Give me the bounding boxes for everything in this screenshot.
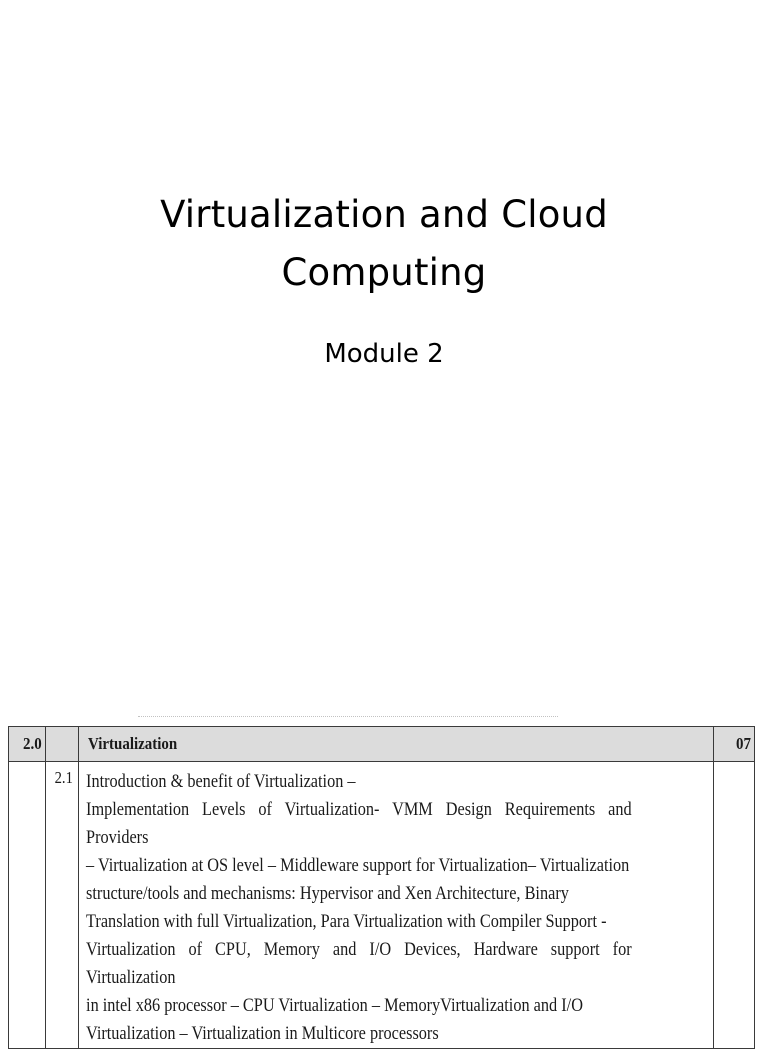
content-line: – Virtualization at OS level – Middleware support for Virtualization– Virtualization	[86, 856, 630, 876]
content-line: in intel x86 processor – CPU Virtualization – MemoryVirtualization and I/O	[86, 996, 584, 1016]
topic-content-cell	[79, 762, 714, 1049]
sub-number: 2.1	[54, 768, 74, 787]
content-line: Translation with full Virtualization, Para Virtualization with Compiler Support -	[86, 912, 607, 932]
content-line: Introduction & benefit of Virtualization –	[86, 772, 356, 792]
topic-content	[79, 762, 637, 1048]
module-number-cell	[9, 727, 46, 762]
table-header-row	[9, 727, 755, 762]
sub-number-header-cell	[46, 727, 79, 762]
module-number: 2.0	[23, 734, 42, 753]
hours-body-cell	[714, 762, 755, 1049]
topic-header-cell	[79, 727, 714, 762]
hours-header: 07	[736, 734, 752, 753]
content-line: Virtualization of CPU, Memory and I/O Devices, Hardware support for Virtualization	[86, 940, 632, 988]
hours-header-cell	[714, 727, 755, 762]
slide-subtitle: Module 2	[324, 339, 444, 369]
topic-header: Virtualization	[88, 734, 178, 753]
content-line: Virtualization – Virtualization in Multicore processors	[86, 1024, 439, 1044]
syllabus-table	[8, 726, 755, 1049]
syllabus-table-image	[8, 716, 755, 1044]
content-line: structure/tools and mechanisms: Hypervisor and Xen Architecture, Binary	[86, 884, 569, 904]
content-line: Implementation Levels of Virtualization- VMM Design Requirements and Providers	[86, 800, 632, 848]
table-body-row	[9, 762, 755, 1049]
slide-title: Virtualization and Cloud Computing	[160, 193, 608, 294]
module-number-body-cell	[9, 762, 46, 1049]
sub-number-cell	[46, 762, 79, 1049]
scan-edge-artifact	[138, 716, 558, 721]
